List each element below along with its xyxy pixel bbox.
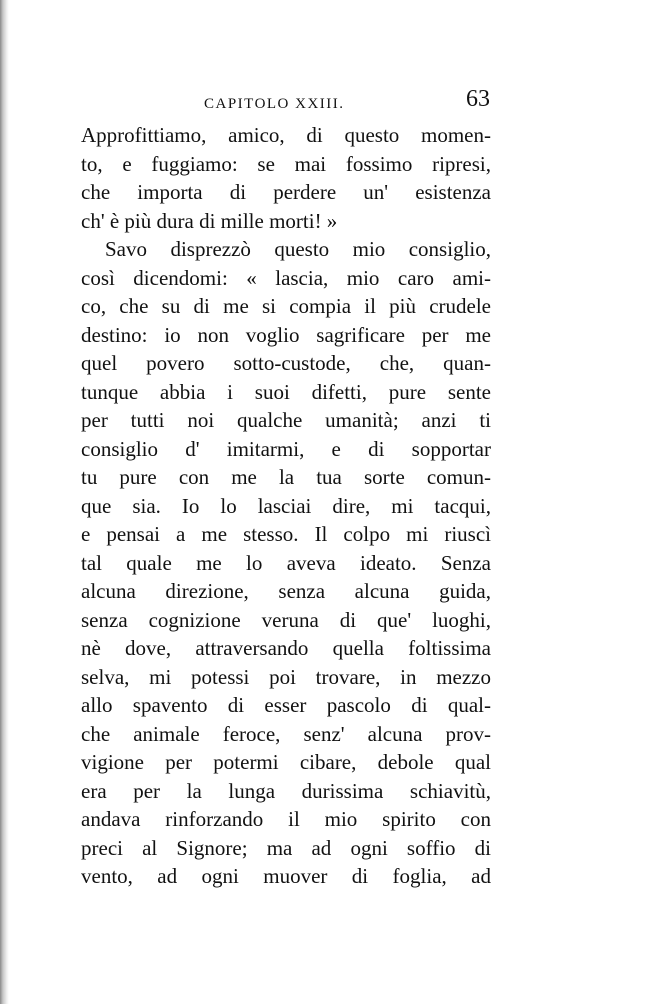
chapter-title: CAPITOLO XXIII. (204, 96, 345, 112)
page-number: 63 (466, 86, 490, 112)
text-line: preci al Signore; ma ad ogni soffio di (81, 835, 491, 860)
text-line: che animale feroce, senz' alcuna prov- (81, 721, 491, 746)
text-line: andava rinforzando il mio spirito con (81, 807, 491, 831)
text-line: era per la lunga durissima schiavitù, (81, 778, 491, 803)
text-line: così dicendomi: « lascia, mio caro ami- (81, 265, 491, 290)
text-line: vento, ad ogni muover di foglia, ad (81, 864, 491, 888)
text-line: Approfittiamo, amico, di questo momen- (81, 123, 491, 147)
page-gutter-shadow (0, 0, 9, 1004)
text-line: nè dove, attraversando quella foltissima (81, 636, 491, 660)
text-line: co, che su di me si compia il più crudele (81, 294, 491, 318)
text-line: per tutti noi qualche umanità; anzi ti (81, 408, 491, 432)
text-line: consiglio d' imitarmi, e di sopportar (81, 436, 491, 461)
text-line: senza cognizione veruna di que' luoghi, (81, 607, 491, 632)
text-line: e pensai a me stesso. Il colpo mi riuscì (81, 522, 491, 546)
text-line: to, e fuggiamo: se mai fossimo ripresi, (81, 151, 491, 176)
body-text (81, 121, 491, 891)
text-line: tal quale me lo aveva ideato. Senza (81, 550, 491, 575)
text-line: che importa di perdere un' esistenza (81, 180, 491, 204)
text-line: tunque abbia i suoi difetti, pure sente (81, 379, 491, 404)
text-line: Savo disprezzò questo mio consiglio, (105, 237, 491, 261)
text-line: tu pure con me la tua sorte comun- (81, 465, 491, 489)
text-line: allo spavento di esser pascolo di qual- (81, 693, 491, 717)
running-head (86, 86, 490, 120)
text-line: vigione per potermi cibare, debole qual (81, 750, 491, 774)
text-line: selva, mi potessi poi trovare, in mezzo (81, 664, 491, 689)
text-line: que sia. Io lo lasciai dire, mi tacqui, (81, 493, 491, 518)
text-line: quel povero sotto-custode, che, quan- (81, 351, 491, 375)
text-line: alcuna direzione, senza alcuna guida, (81, 579, 491, 603)
text-line: destino: io non voglio sagrificare per me (81, 322, 491, 347)
text-line: ch' è più dura di mille morti! » (81, 208, 338, 233)
